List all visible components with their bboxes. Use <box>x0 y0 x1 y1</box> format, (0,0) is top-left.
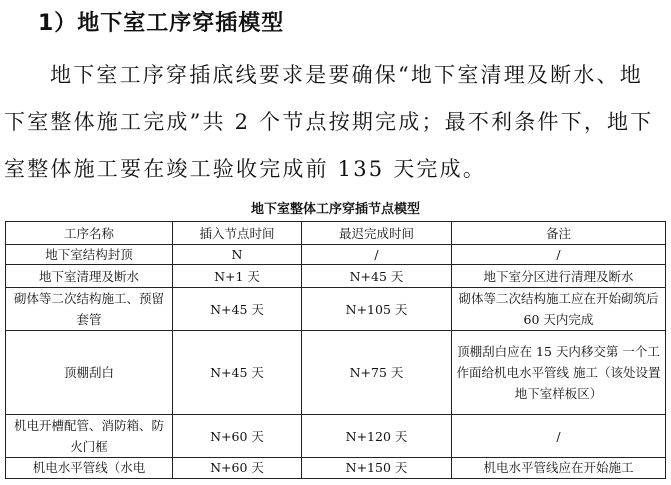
table-row <box>6 458 666 479</box>
insert-time-cell: N+60 天 <box>173 415 302 458</box>
task-name-cell: 顶棚刮白 <box>6 331 173 415</box>
task-name-cell: 地下室结构封顶 <box>6 245 173 265</box>
node-schedule-table <box>5 221 666 479</box>
deadline-cell: N+45 天 <box>302 265 452 288</box>
task-name-cell: 机电开槽配管、消防箱、防火门框 <box>6 415 173 458</box>
header-cell-deadline: 最迟完成时间 <box>302 222 452 245</box>
header-cell-insert-time: 插入节点时间 <box>173 222 302 245</box>
insert-time-cell: N+1 天 <box>173 265 302 288</box>
table-row <box>6 331 666 415</box>
deadline-cell: N+120 天 <box>302 415 452 458</box>
header-cell-task: 工序名称 <box>6 222 173 245</box>
task-name-cell: 地下室清理及断水 <box>6 265 173 288</box>
note-cell: 顶棚刮白应在 15 天内移交第 一个工作面给机电水平管线 施工（该处设置地下室样板区） <box>452 331 666 415</box>
deadline-cell: N+150 天 <box>302 458 452 479</box>
deadline-cell: N+105 天 <box>302 288 452 331</box>
note-cell: / <box>452 245 666 265</box>
note-cell: 地下室分区进行清理及断水 <box>452 265 666 288</box>
table-row <box>6 245 666 265</box>
table-row <box>6 265 666 288</box>
body-paragraph: 地下室工序穿插底线要求是要确保“地下室清理及断水、地下室整体施工完成”共 2 个节点按期完成；最不利条件下，地下室整体施工要在竣工验收完成前 135 天完成。 <box>4 63 654 181</box>
deadline-cell: / <box>302 245 452 265</box>
note-cell: / <box>452 415 666 458</box>
table-row <box>6 415 666 458</box>
header-cell-note: 备注 <box>452 222 666 245</box>
table-header-row <box>6 222 666 245</box>
insert-time-cell: N+45 天 <box>173 288 302 331</box>
note-cell: 机电水平管线应在开始施工 <box>452 458 666 479</box>
insert-time-cell: N+60 天 <box>173 458 302 479</box>
deadline-cell: N+75 天 <box>302 331 452 415</box>
note-cell: 砌体等二次结构施工应在开始砌筑后 60 天内完成 <box>452 288 666 331</box>
insert-time-cell: N+45 天 <box>173 331 302 415</box>
task-name-cell: 机电水平管线（水电 <box>6 458 173 479</box>
table-title: 地下室整体工序穿插节点模型 <box>250 202 420 217</box>
section-heading: 1）地下室工序穿插模型 <box>38 11 285 36</box>
task-name-cell: 砌体等二次结构施工、预留套管 <box>6 288 173 331</box>
table-row <box>6 288 666 331</box>
insert-time-cell: N <box>173 245 302 265</box>
